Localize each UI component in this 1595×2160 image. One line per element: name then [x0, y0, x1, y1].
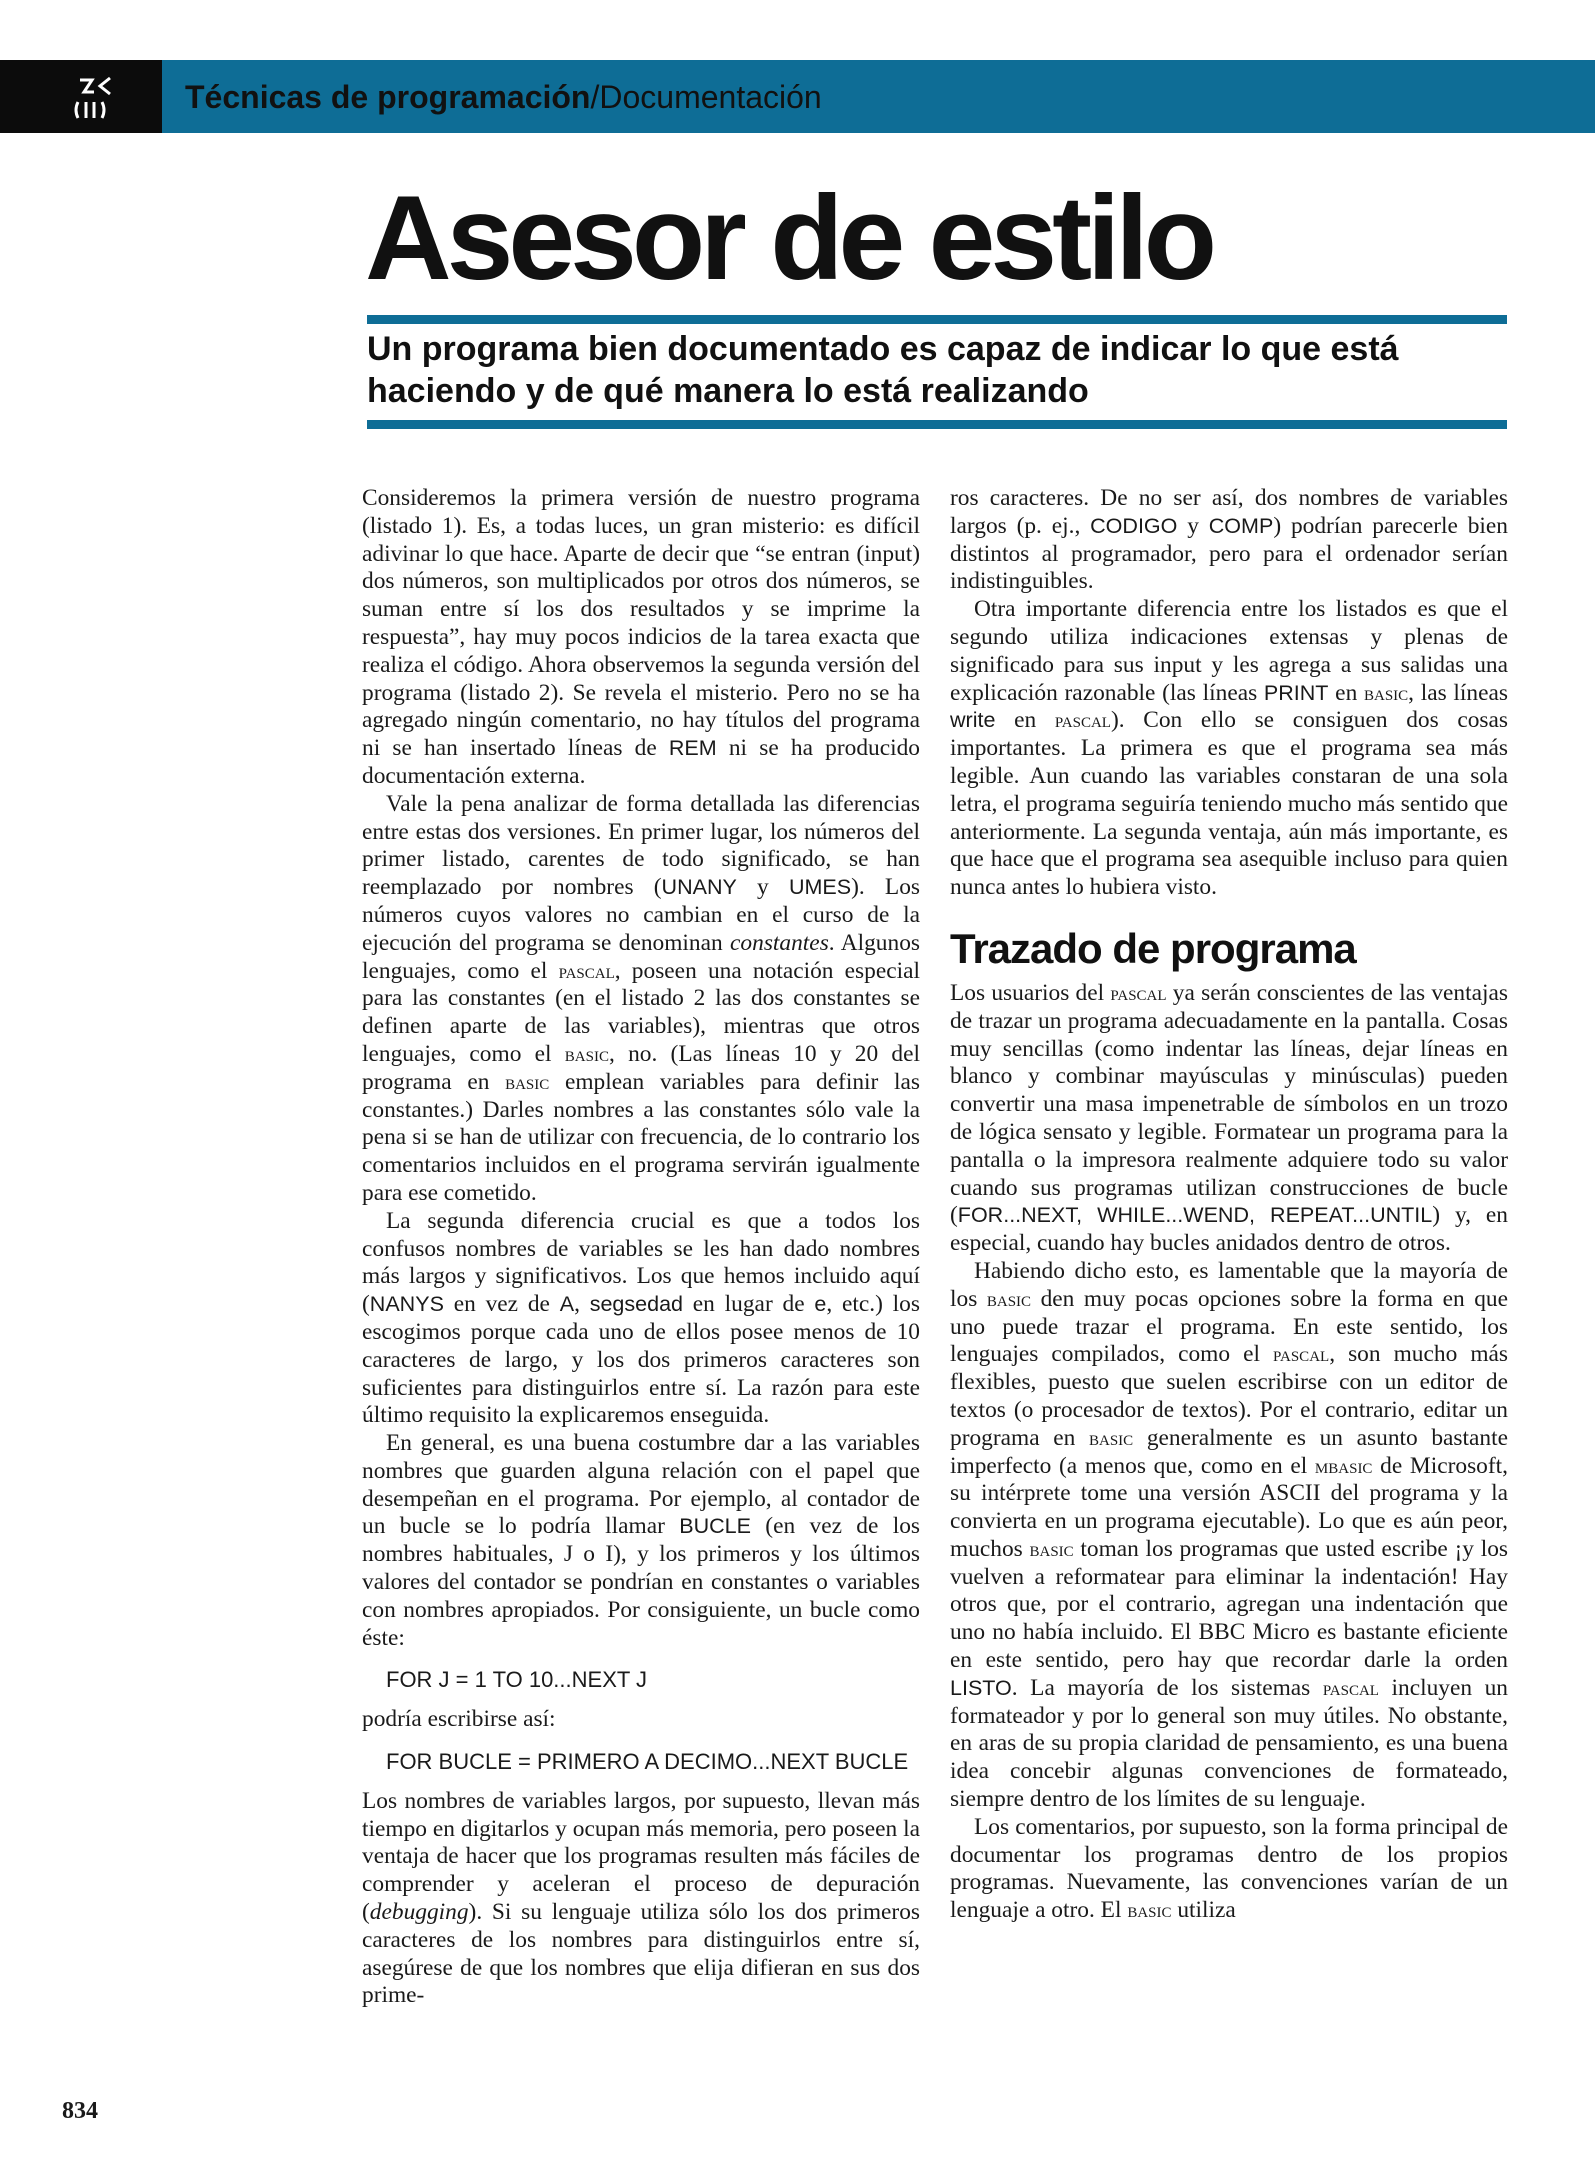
title-rule-top: [367, 315, 1507, 324]
title-rule-bottom: [367, 420, 1507, 429]
code-example-2: FOR BUCLE = PRIMERO A DECIMO...NEXT BUCLE: [386, 1749, 909, 1775]
code-example-1: FOR J = 1 TO 10...NEXT J: [386, 1667, 648, 1693]
paragraph: Vale la pena analizar de forma detallada las diferencias entre estas dos versiones. En primer lugar, los números del primer listado, carentes de todo significado, se han reemplazado por nombres (UNANY y UMES). Los números cuyos valores no cambian en el curso de la ejecución del programa se denominan constantes. Algunos lenguajes, como el pascal, poseen una notación especial para las constantes (en el listado 2 las dos constantes se definen aparte de las variables), mientras que otros lenguajes, como el basic, no. (Las líneas 10 y 20 del programa en basic emplean variables para definir las constantes.) Darles nombres a las constantes sólo vale la pena si se han de utilizar con frecuencia, de lo contrario los comentarios incluidos en el programa servirán igualmente para ese cometido.: [362, 790, 921, 1206]
paragraph: podría escribirse así:: [362, 1706, 556, 1733]
paragraph: La segunda diferencia crucial es que a todos los confusos nombres de variables se les han dado nombres más largos y significativos. Los que hemos incluido aquí (NANYS en vez de A, segsedad en lugar de e, etc.) los escogimos porque cada uno de ellos posee menos de 10 caracteres de largo, y los dos primeros caracteres son suficientes para distinguirlos entre sí. La razón para este último requisito la explicaremos enseguida.: [362, 1207, 920, 1429]
section-heading: Trazado de programa: [950, 924, 1356, 972]
paragraph: Consideremos la primera versión de nuestro programa (listado 1). Es, a todas luces, un gran misterio: es difícil adivinar lo que hace. Aparte de decir que “se entran (input) dos números, son multiplicados por otros dos números, se suman entre sí los dos resultados y se imprime la respuesta”, hay muy pocos indicios de la tarea exacta que realiza el código. Ahora observemos la segunda versión del programa (listado 2). Se revela el misterio. Pero no se ha agregado ningún comentario, no hay títulos del programa ni se han insertado líneas de REM ni se ha producido documentación externa.: [362, 485, 920, 789]
section-logo: [0, 60, 162, 133]
paragraph: En general, es una buena costumbre dar a las variables nombres que guarden alguna relación con el papel que desempeñan en el programa. Por ejemplo, al contador de un bucle se lo podría llamar BUCLE (en vez de los nombres habituales, J o I), y los primeros y los últimos valores del contador se pondrían en constantes o variables con nombres apropiados. Por consiguiente, un bucle como éste:: [362, 1430, 920, 1651]
article-title: Asesor de estilo: [365, 171, 1213, 305]
paragraph: Habiendo dicho esto, es lamentable que la mayoría de los basic den muy pocas opciones sobre la forma en que uno puede trazar el programa. En este sentido, los lenguajes compilados, como el pascal, son mucho más flexibles, puesto que suelen escribirse con un editor de textos (o procesador de textos). Por el contrario, editar un programa en basic generalmente es un asunto bastante imperfecto (a menos que, como en el mbasic de Microsoft, su intérprete tome una versión ASCII del programa y la convierta en un programa ejecutable). Lo que es aún peor, muchos basic toman los programas que usted escribe ¡y los vuelven a reformatear para eliminar la indentación! Hay otros que, por el contrario, agregan una indentación que uno no había incluido. El BBC Micro es bastante eficiente en este sentido, pero hay que recordar darle la orden LISTO. La mayoría de los sistemas pascal incluyen un formateador y por lo general son muy útiles. No obstante, en aras de su propia claridad de pensamiento, es una buena idea concebir algunas convenciones de formateado, siempre dentro de los límites de su lenguaje.: [950, 1257, 1509, 1813]
page-number: 834: [62, 2098, 98, 2124]
section-logo-icon: [70, 72, 150, 122]
paragraph: Los usuarios del pascal ya serán conscientes de las ventajas de trazar un programa adecuadamente en la pantalla. Cosas muy sencillas (como indentar las líneas, dejar líneas en blanco y combinar mayúsculas y minúsculas) pueden convertir una masa impenetrable de símbolos en un trozo de lógica sensato y legible. Formatear un programa para la pantalla o la impresora realmente adquiere todo su valor cuando sus programas utilizan construcciones de bucle (FOR...NEXT, WHILE...WEND, REPEAT...UNTIL) y, en especial, cuando hay bucles anidados dentro de otros.: [950, 979, 1508, 1257]
section-label: [185, 74, 822, 120]
paragraph: Los nombres de variables largos, por supuesto, llevan más tiempo en digitarlos y ocupan más memoria, pero poseen la ventaja de hacer que los programas resulten más fáciles de comprender y aceleran el proceso de depuración (debugging). Si su lenguaje utiliza sólo los dos primeros caracteres de los nombres para distinguirlos entre sí, asegúrese de que los nombres que elija difieran en sus dos prime-: [362, 1787, 920, 2009]
paragraph: Los comentarios, por supuesto, son la forma principal de documentar los programas dentro de los propios programas. Nuevamente, las convenciones varían de un lenguaje a otro. El basic utiliza: [950, 1813, 1508, 1924]
section-label-sub: /Documentación: [590, 79, 822, 115]
section-label-bold: Técnicas de programación: [185, 79, 591, 115]
article-subtitle: Un programa bien documentado es capaz de indicar lo que está haciendo y de qué manera lo está realizando: [367, 330, 1399, 410]
left-column: [362, 485, 920, 2010]
right-column: [950, 485, 1508, 1925]
paragraph: Otra importante diferencia entre los listados es que el segundo utiliza indicaciones extensas y plenas de significado para sus input y les agrega a sus salidas una explicación razonable (las líneas PRINT en basic, las líneas write en pascal). Con ello se consiguen dos cosas importantes. La primera es que el programa sea más legible. Aun cuando las variables constaran de una sola letra, el programa seguiría teniendo mucho más sentido que anteriormente. La segunda ventaja, aún más importante, es que hace que el programa sea asequible incluso para quien nunca antes lo hubiera visto.: [950, 596, 1508, 901]
paragraph: ros caracteres. De no ser así, dos nombres de variables largos (p. ej., CODIGO y COMP) podrían parecerle bien distintos al programador, pero para el ordenador serían indistinguibles.: [950, 485, 1509, 595]
